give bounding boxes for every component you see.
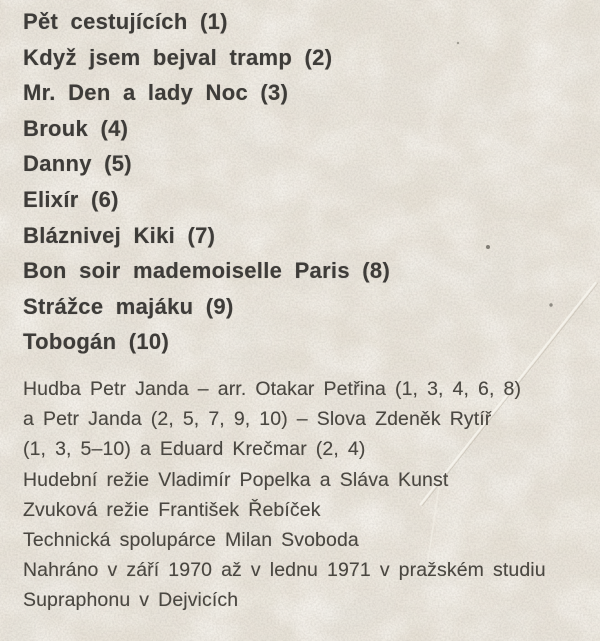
credit-line: Hudba Petr Janda – arr. Otakar Petřina (1, 3, 4, 6, 8) xyxy=(23,377,522,400)
credit-line: Technická spolupárce Milan Svoboda xyxy=(23,528,359,551)
track-line: Bon soir mademoiselle Paris (8) xyxy=(23,258,391,284)
credits-block xyxy=(23,374,592,616)
track-line: Tobogán (10) xyxy=(23,329,170,355)
track-line: Strážce majáku (9) xyxy=(23,293,234,319)
track-line: Elixír (6) xyxy=(23,186,119,212)
track-line: Mr. Den a lady Noc (3) xyxy=(23,80,289,106)
credit-line: Zvuková režie František Řebíček xyxy=(23,498,321,521)
credit-line: Nahráno v září 1970 až v lednu 1971 v pražském studiu xyxy=(23,559,546,582)
credit-line: Hudební režie Vladimír Popelka a Sláva Kunst xyxy=(23,468,449,491)
credit-line: (1, 3, 5–10) a Eduard Krečmar (2, 4) xyxy=(23,438,366,461)
track-line: Danny (5) xyxy=(23,151,132,177)
tracklist xyxy=(23,4,592,360)
track-line: Bláznivej Kiki (7) xyxy=(23,222,216,248)
credit-line: Supraphonu v Dejvicích xyxy=(23,589,239,612)
credit-line: a Petr Janda (2, 5, 7, 9, 10) – Slova Zdeněk Rytíř xyxy=(23,408,492,431)
track-line: Když jsem bejval tramp (2) xyxy=(23,44,333,70)
track-line: Brouk (4) xyxy=(23,115,129,141)
track-line: Pět cestujících (1) xyxy=(23,9,228,34)
